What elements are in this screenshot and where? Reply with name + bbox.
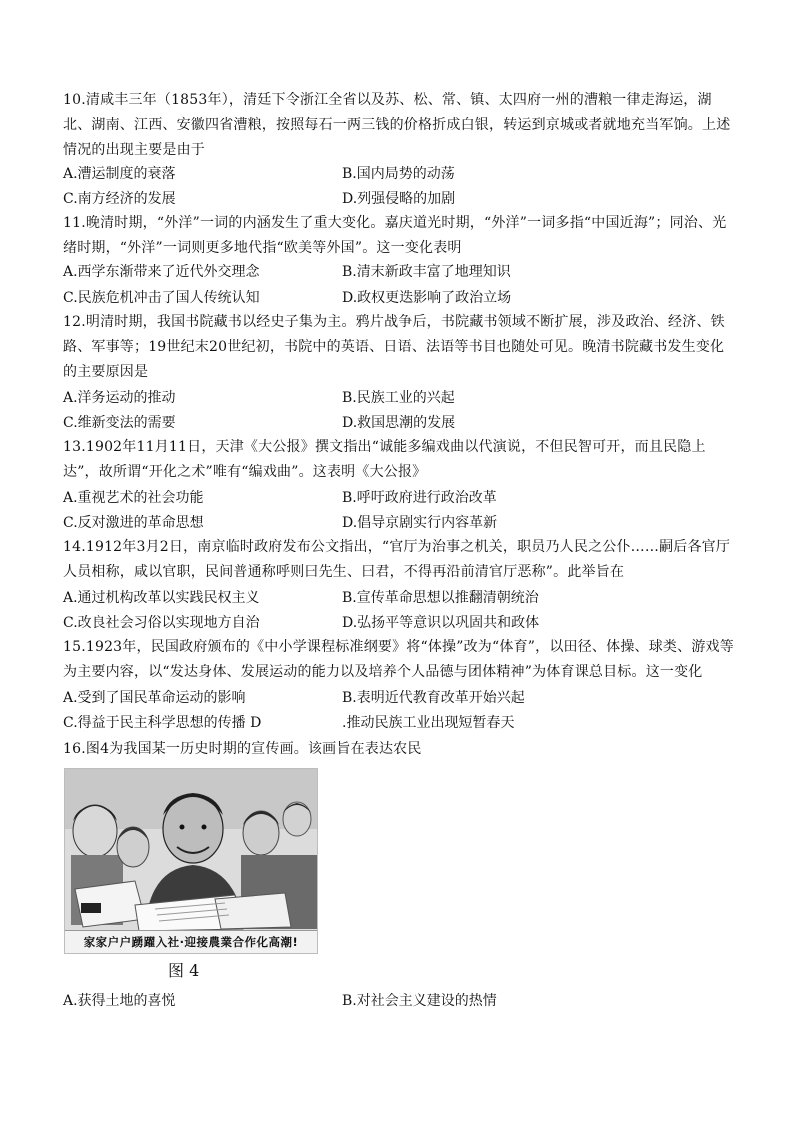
question-14-option-b: B.宣传革命思想以推翻清朝统治 xyxy=(342,590,539,606)
propaganda-poster-image xyxy=(64,768,318,954)
question-10-option-b: B.国内局势的动荡 xyxy=(342,166,455,182)
question-13-option-c: C.反对激进的革命思想 xyxy=(63,515,204,531)
question-15-option-c: C.得益于民主科学思想的传播 D xyxy=(63,715,262,731)
question-14-stem: 14.1912年3月2日，南京临时政府发布公文指出，“官厅为治事之机关，职员乃人民之公仆……嗣后各官厅人员相称，咸以官职，民间普通称呼则曰先生、曰君，不得再沿前清官厅恶称”。此举旨在 xyxy=(63,539,731,580)
question-14-option-a: A.通过机构改革以实践民权主义 xyxy=(63,590,260,606)
question-11-option-a: A.西学东渐带来了近代外交理念 xyxy=(63,264,260,280)
question-13-option-d: D.倡导京剧实行内容革新 xyxy=(342,515,498,531)
question-14-option-c: C.改良社会习俗以实现地方自治 xyxy=(63,615,260,631)
question-12-option-c: C.维新变法的需要 xyxy=(63,415,176,431)
question-15-stem: 15.1923年，民国政府颁布的《中小学课程标准纲要》将“体操”改为“体育”，以田径、体操、球类、游戏等为主要内容，以“发达身体、发展运动的能力以及培养个人品德与团体精神”为体育课总目标。这一变化 xyxy=(63,639,734,680)
question-11-option-b: B.清末新政丰富了地理知识 xyxy=(342,264,511,280)
question-11-option-c: C.民族危机冲击了国人传统认知 xyxy=(63,290,260,306)
question-12-stem: 12.明清时期，我国书院藏书以经史子集为主。鸦片战争后，书院藏书领域不断扩展，涉及政治、经济、铁路、军事等；19世纪末20世纪初，书院中的英语、日语、法语等书目也随处可见。晚清书院藏书发生变化的主要原因是 xyxy=(63,314,725,380)
question-15-option-b: B.表明近代教育改革开始兴起 xyxy=(342,690,525,706)
question-12-option-a: A.洋务运动的推动 xyxy=(63,390,176,406)
question-16-option-b: B.对社会主义建设的热情 xyxy=(342,993,497,1009)
question-12-option-b: B.民族工业的兴起 xyxy=(342,390,455,406)
figure-label: 图 4 xyxy=(168,961,200,980)
question-14-option-d: D.弘扬平等意识以巩固共和政体 xyxy=(342,615,540,631)
question-10-option-a: A.漕运制度的衰落 xyxy=(63,166,176,182)
poster-caption: 家家户户踴躍入社·迎接農業合作化高潮! xyxy=(65,930,317,953)
question-13-stem: 13.1902年11月11日，天津《大公报》撰文指出“诚能多编戏曲以代演说，不但民智可开，而且民隐上达”，故所谓“开化之术”唯有“编戏曲”。这表明《大公报》 xyxy=(63,439,706,480)
question-11-stem: 11.晚清时期，“外洋”一词的内涵发生了重大变化。嘉庆道光时期，“外洋”一词多指“中国近海”；同治、光绪时期，“外洋”一词则更多地代指“欧美等外国”。这一变化表明 xyxy=(63,215,727,256)
question-13-option-b: B.呼吁政府进行政治改革 xyxy=(342,490,497,506)
question-15-option-a: A.受到了国民革命运动的影响 xyxy=(63,690,246,706)
question-16-option-a: A.获得土地的喜悦 xyxy=(63,993,176,1009)
question-11-option-d: D.政权更迭影响了政治立场 xyxy=(342,290,512,306)
poster-illustration xyxy=(65,769,317,953)
question-10-stem: 10.清咸丰三年（1853年），清廷下令浙江全省以及苏、松、常、镇、太四府一州的漕粮一律走海运，湖北、湖南、江西、安徽四省漕粮，按照每石一两三钱的价格折成白银，转运到京城或者就地充当军饷。上述情况的出现主要是由于 xyxy=(63,92,731,158)
question-12-option-d: D.救国思潮的发展 xyxy=(342,415,456,431)
question-15-option-d: .推动民族工业出现短暂春天 xyxy=(342,715,515,731)
question-16-stem: 16.图4为我国某一历史时期的宣传画。该画旨在表达农民 xyxy=(63,741,422,757)
question-10-option-d: D.列强侵略的加剧 xyxy=(342,191,456,207)
question-13-option-a: A.重视艺术的社会功能 xyxy=(63,490,204,506)
question-10-option-c: C.南方经济的发展 xyxy=(63,191,176,207)
